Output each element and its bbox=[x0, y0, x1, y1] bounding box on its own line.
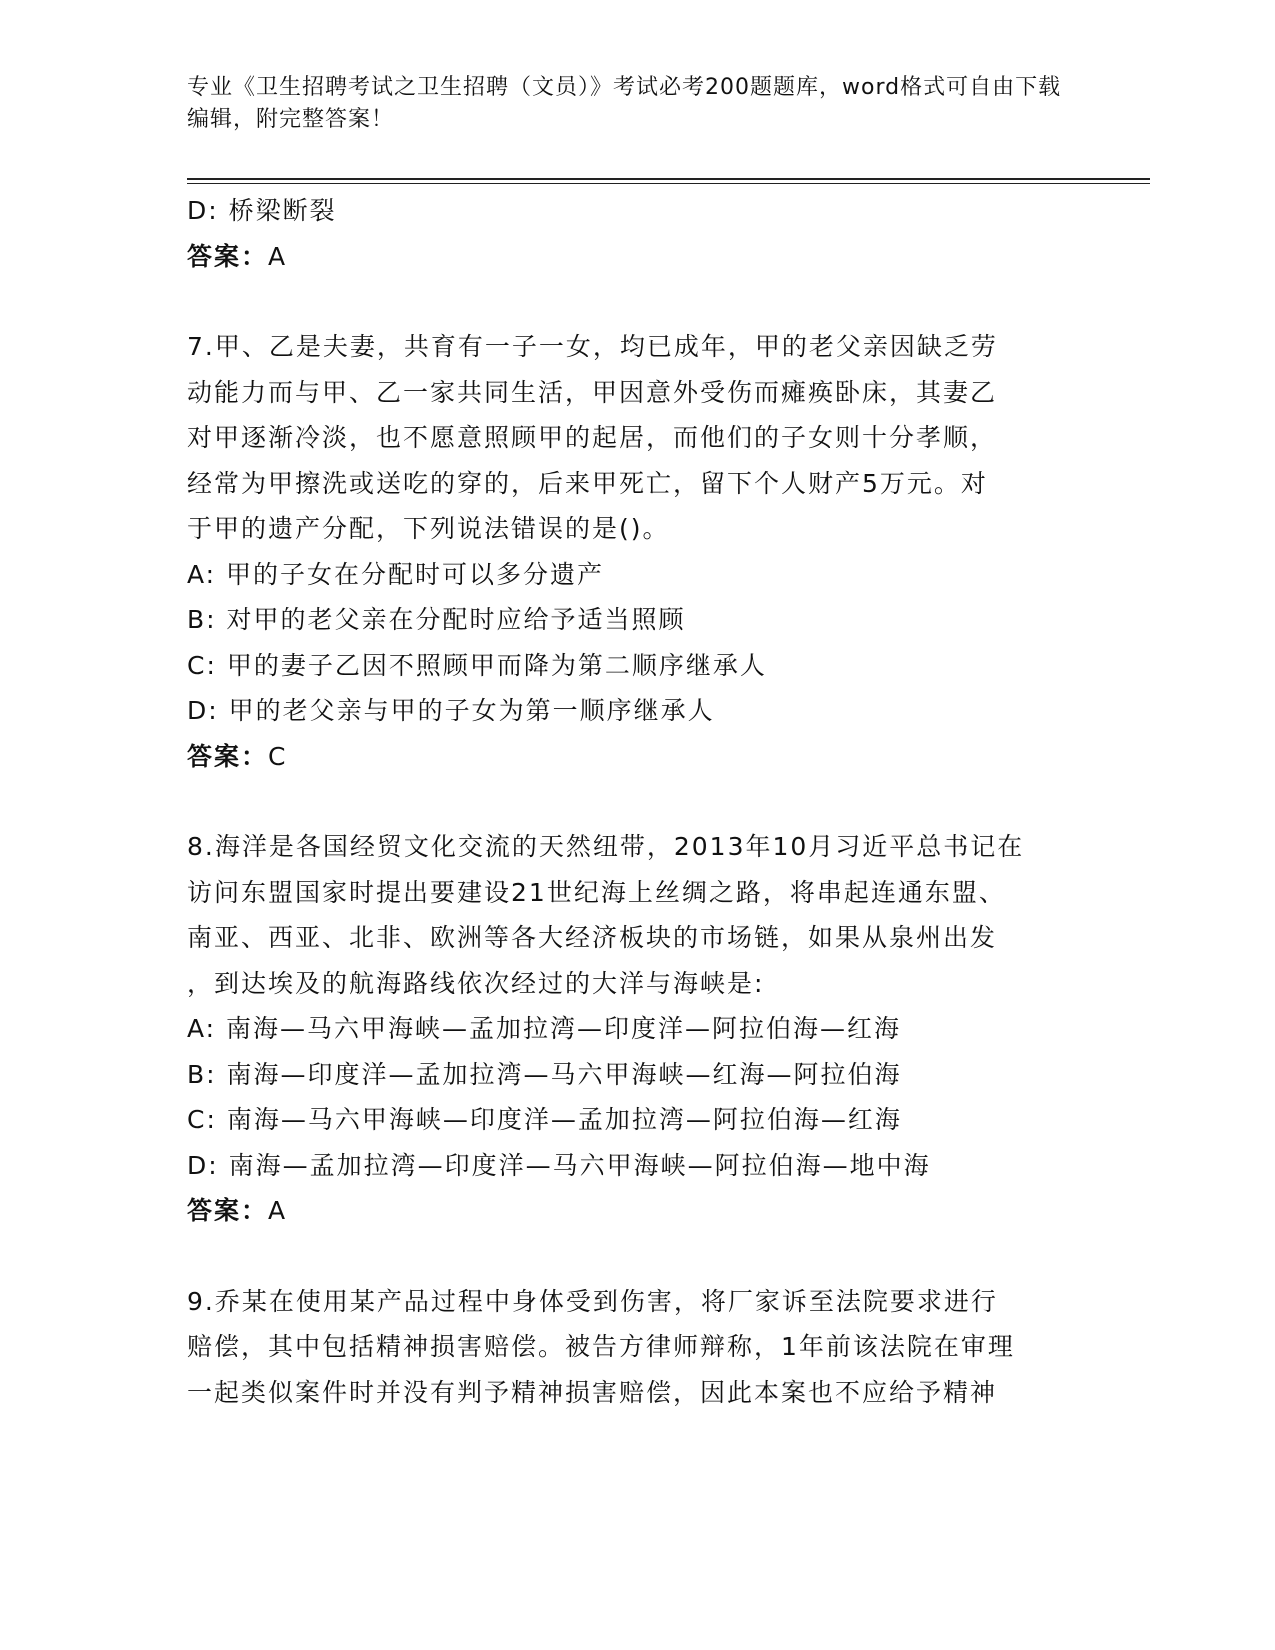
option-a: A: 南海—马六甲海峡—孟加拉湾—印度洋—阿拉伯海—红海 bbox=[187, 1014, 902, 1043]
question-text-line: 9.乔某在使用某产品过程中身体受到伤害，将厂家诉至法院要求进行 bbox=[187, 1286, 998, 1316]
question-text-line: 访问东盟国家时提出要建设21世纪海上丝绸之路，将串起连通东盟、 bbox=[187, 877, 1006, 907]
option-d: D: 南海—孟加拉湾—印度洋—马六甲海峡—阿拉伯海—地中海 bbox=[187, 1150, 931, 1180]
option-c: C: 南海—马六甲海峡—印度洋—孟加拉湾—阿拉伯海—红海 bbox=[187, 1105, 902, 1134]
question-content bbox=[187, 188, 1087, 1415]
answer-label: 答案： bbox=[187, 1196, 269, 1225]
option-b: B: 南海—印度洋—孟加拉湾—马六甲海峡—红海—阿拉伯海 bbox=[187, 1059, 902, 1089]
question-7 bbox=[187, 324, 1087, 779]
answer-label: 答案： bbox=[187, 241, 269, 271]
answer-value: A bbox=[268, 241, 288, 271]
question-text-line: 8.海洋是各国经贸文化交流的天然纽带，2013年10月习近平总书记在 bbox=[187, 832, 1025, 861]
answer-line bbox=[187, 734, 1087, 780]
answer-value: C bbox=[268, 741, 288, 771]
question-text-line: ，到达埃及的航海路线依次经过的大洋与海峡是: bbox=[187, 968, 765, 998]
option-d: D: 甲的老父亲与甲的子女为第一顺序继承人 bbox=[187, 696, 715, 725]
question-text-line: 7.甲、乙是夫妻，共育有一子一女，均已成年，甲的老父亲因缺乏劳 bbox=[187, 332, 998, 361]
question-9 bbox=[187, 1279, 1087, 1416]
answer-label: 答案： bbox=[187, 741, 269, 771]
option-c: C: 甲的妻子乙因不照顾甲而降为第二顺序继承人 bbox=[187, 650, 767, 680]
option-b: B: 对甲的老父亲在分配时应给予适当照顾 bbox=[187, 605, 686, 634]
question-8 bbox=[187, 824, 1087, 1234]
document-header: 专业《卫生招聘考试之卫生招聘（文员）》考试必考200题题库，word格式可自由下载编辑，附完整答案！ bbox=[187, 75, 1062, 132]
question-text-line: 赔偿，其中包括精神损害赔偿。被告方律师辩称，1年前该法院在审理 bbox=[187, 1332, 1015, 1361]
header-divider-thin bbox=[187, 183, 1150, 184]
question-text-line: 动能力而与甲、乙一家共同生活，甲因意外受伤而瘫痪卧床，其妻乙 bbox=[187, 377, 998, 407]
question-text-line: 于甲的遗产分配，下列说法错误的是()。 bbox=[187, 514, 670, 543]
header-divider-thick bbox=[187, 178, 1150, 180]
answer-line bbox=[187, 234, 1087, 280]
question-text-line: 对甲逐渐冷淡，也不愿意照顾甲的起居，而他们的子女则十分孝顺， bbox=[187, 423, 998, 452]
answer-line bbox=[187, 1188, 1087, 1234]
option-d: D: 桥梁断裂 bbox=[187, 196, 337, 225]
question-text-line: 南亚、西亚、北非、欧洲等各大经济板块的市场链，如果从泉州出发 bbox=[187, 923, 998, 952]
answer-value: A bbox=[268, 1196, 288, 1225]
option-a: A: 甲的子女在分配时可以多分遗产 bbox=[187, 559, 605, 589]
question-text-line: 经常为甲擦洗或送吃的穿的，后来甲死亡，留下个人财产5万元。对 bbox=[187, 468, 988, 498]
question-text-line: 一起类似案件时并没有判予精神损害赔偿，因此本案也不应给予精神 bbox=[187, 1377, 998, 1407]
